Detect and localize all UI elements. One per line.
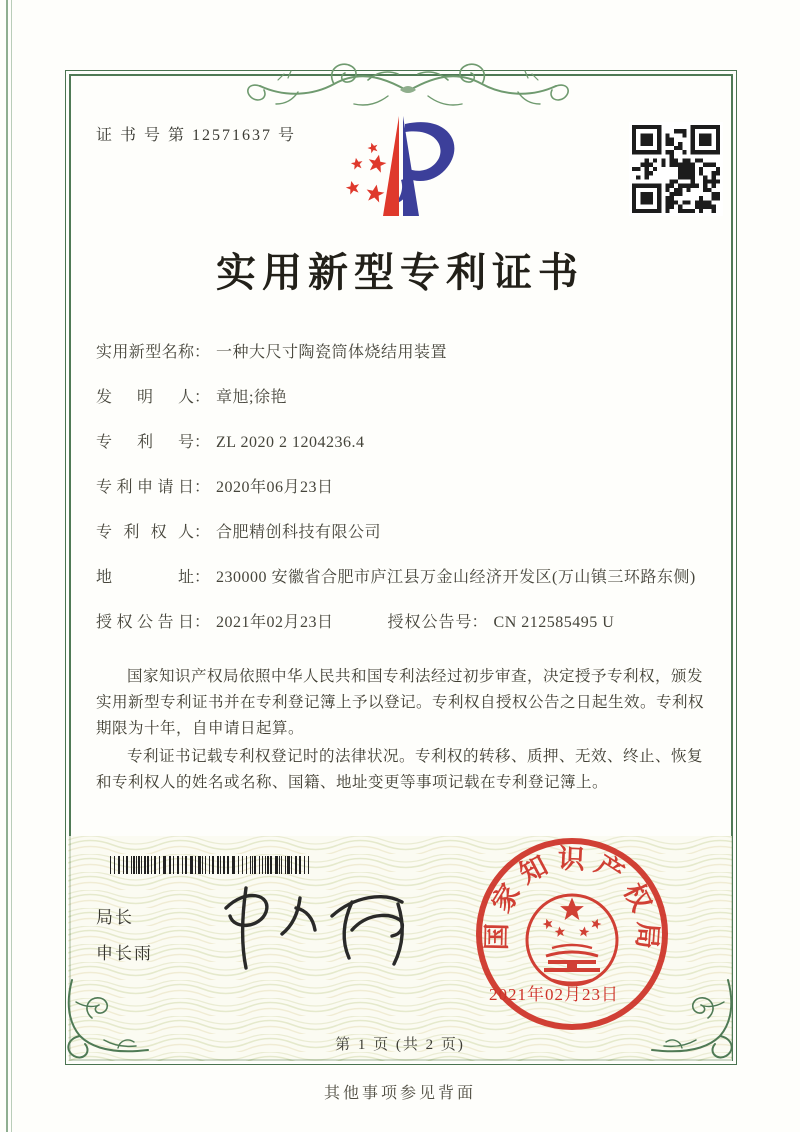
grant-date-value: 2021年02月23日 [216,614,334,631]
scan-edge-line [11,0,12,1132]
legal-paragraph-1: 国家知识产权局依照中华人民共和国专利法经过初步审查，决定授予专利权，颁发实用新型专利证书并在专利登记簿上予以登记。专利权自授权公告之日起生效。专利权期限为十年，自申请日起算。 [96,668,705,737]
certificate-title: 实用新型专利证书 [216,250,584,295]
field-patent-number [96,431,712,455]
seal-text: 国家知识产权局 [481,843,664,958]
colon: ： [471,614,488,631]
certificate-fields [96,341,712,656]
commissioner-signature-script [212,872,422,982]
field-value: 一种大尺寸陶瓷筒体烧结用装置 [216,344,448,361]
grant-number-pair [388,614,615,631]
grant-number-value: CN 212585495 U [493,614,615,631]
field-address [96,566,712,590]
colon: ： [194,344,211,361]
legal-text [96,664,712,798]
seal-date: 2021年02月23日 [489,985,619,1004]
field-label: 专利号 [96,434,194,451]
field-application-date [96,476,712,500]
certificate-number: 证 书 号 第 12571637 号 [96,127,297,144]
grant-date-label: 授权公告日 [96,614,194,631]
field-label: 专利申请日 [96,479,194,496]
field-value: 230000 安徽省合肥市庐江县万金山经济开发区(万山镇三环路东侧) [216,569,696,586]
grant-number-label: 授权公告号 [387,614,472,631]
legal-paragraph-2: 专利证书记载专利权登记时的法律状况。专利权的转移、质押、无效、终止、恢复和专利权人的姓名或名称、国籍、地址变更等事项记载在专利登记簿上。 [96,748,704,791]
commissioner-name: 申长雨 [96,944,153,963]
scan-edge-line [6,0,8,1132]
field-grant-row [96,611,712,635]
field-inventor [96,386,712,410]
field-value: 合肥精创科技有限公司 [216,524,382,541]
colon: ： [194,614,211,631]
colon: ： [194,524,211,541]
page-number: 第 1 页 (共 2 页) [335,1037,465,1053]
colon: ： [194,569,211,586]
national-ipa-seal [470,832,674,1036]
colon: ： [194,389,211,406]
field-value: 2020年06月23日 [216,479,334,496]
commissioner-title: 局长 [96,908,134,927]
field-utility-model-name [96,341,712,365]
colon: ： [194,479,211,496]
colon: ： [194,434,211,451]
field-label: 专利权人 [96,524,194,541]
field-label: 实用新型名称 [96,344,194,361]
field-value: ZL 2020 2 1204236.4 [216,434,365,451]
field-patentee [96,521,712,545]
field-value: 章旭;徐艳 [216,389,287,406]
cnipa-logo-icon [343,112,475,220]
field-label: 地址 [96,569,194,586]
field-label: 发明人 [96,389,194,406]
footer-note: 其他事项参见背面 [323,1085,476,1102]
qr-code-icon [629,122,723,216]
